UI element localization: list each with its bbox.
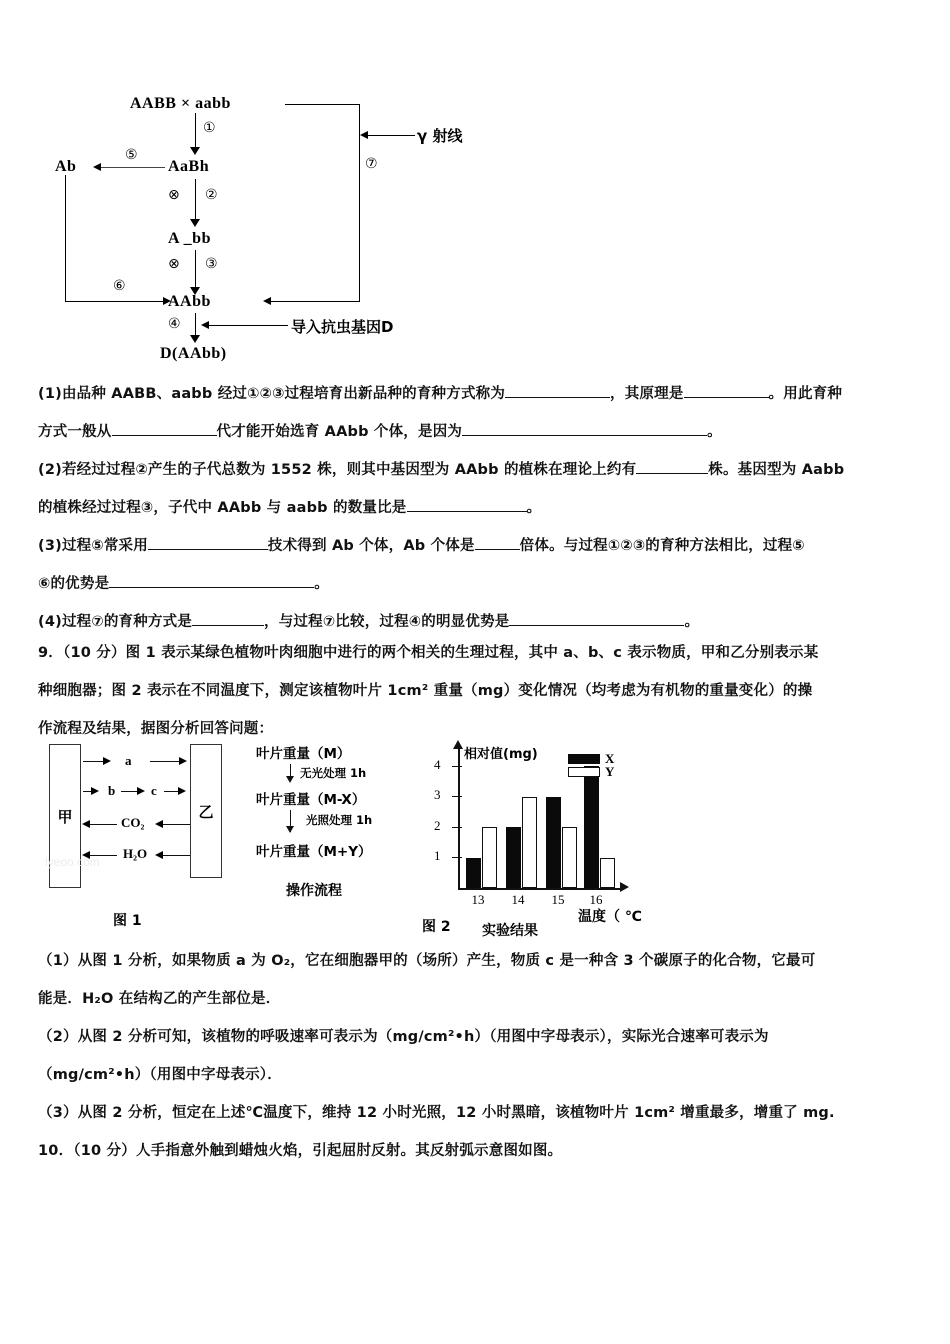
arrowhead-gamma-to-aabb (263, 297, 271, 305)
arrowhead-step5 (93, 163, 101, 171)
arrowhead-b-to-c (137, 787, 145, 795)
haploid-genotype: Ab (55, 158, 77, 175)
figure-2-caption: 图 2 (422, 919, 451, 935)
q9-sub2-line1: （2）从图 2 分析可知，该植物的呼吸速率可表示为（mg/cm²•h）（用图中字母表示），实际光合速率可表示为 (38, 1029, 769, 1045)
arrowhead-transgene (201, 321, 209, 329)
x-tick-label-13: 13 (471, 892, 485, 907)
arrow-co2-left-line (89, 824, 117, 825)
connector-parents-to-gamma (285, 104, 360, 105)
q8-p3-text-a: (2)若经过过程②产生的子代总数为 1552 株，则其中基因型为 AAbb 的植株在理论上约有 (38, 462, 637, 478)
q9-stem-line3: 作流程及结果，据图分析回答问题： (38, 721, 274, 737)
q8-part3-line2 (38, 565, 918, 603)
flow-note-1: 无光处理 1h (300, 766, 367, 780)
answer-blank[interactable] (112, 421, 217, 437)
arrowhead-co2-right (155, 820, 163, 828)
q8-p5-text-b: 技术得到 Ab 个体，Ab 个体是 (267, 538, 475, 554)
h2o-label: H₂O (123, 846, 148, 861)
arrow-a-in-line (83, 761, 105, 762)
f2-genotype: A _bb (168, 230, 211, 247)
step-3-marker: ③ (205, 256, 218, 272)
q8-p6-text-a: ⑥的优势是 (38, 576, 110, 592)
arrowhead-a-in (103, 757, 111, 765)
arrowhead-b-in (91, 787, 99, 795)
step-1-marker: ① (203, 120, 216, 136)
q8-p6-text-b: 。 (314, 576, 329, 592)
arrow-a-out-line (150, 761, 180, 762)
answer-blank[interactable] (475, 535, 520, 551)
q10-stem: 10．（10 分）人手指意外触到蜡烛火焰，引起屈肘反射。其反射弧示意图如图。 (38, 1143, 563, 1159)
answer-blank[interactable] (684, 383, 769, 399)
aabb-genotype: AAbb (168, 293, 211, 310)
flow-step-1: 叶片重量（M） (256, 746, 351, 762)
y-tick-label-2: 2 (434, 818, 441, 833)
flow-step-3: 叶片重量（M+Y） (256, 844, 372, 860)
substance-a-label: a (125, 753, 132, 768)
legend-swatch-y (568, 767, 600, 777)
selfing-symbol-1: ⊗ (168, 187, 180, 203)
y-tick-label-4: 4 (434, 757, 441, 772)
x-tick-label-14: 14 (511, 892, 525, 907)
y-tick-label-3: 3 (434, 787, 441, 802)
bar-x-16 (584, 766, 599, 888)
q9-sub1-line1: （1）从图 1 分析，如果物质 a 为 O₂，它在细胞器甲的（场所）产生，物质 c 是一种含 3 个碳原子的化合物，它最可 (38, 953, 816, 969)
q9-stem-line1: 9．（10 分）图 1 表示某绿色植物叶肉细胞中进行的两个相关的生理过程，其中 a、b、c 表示物质，甲和乙分别表示某 (38, 645, 819, 661)
q8-p4-text-b: 。 (526, 500, 542, 516)
q8-p7-text-b: ，与过程⑦比较，过程④的明显优势是 (264, 614, 510, 630)
operation-flowchart (248, 740, 423, 925)
q8-part1-line2 (38, 413, 918, 451)
q8-part2-line2 (38, 489, 918, 527)
transgene-label: 导入抗虫基因D (291, 318, 394, 336)
flow-note-2: 光照处理 1h (306, 813, 373, 827)
bar-y-13 (482, 827, 497, 888)
q8-part2-line1 (38, 451, 918, 489)
answer-blank[interactable] (509, 611, 684, 627)
x-tick-label-15: 15 (551, 892, 565, 907)
bar-y-16 (600, 858, 615, 888)
arrowhead-step4 (190, 335, 200, 343)
q8-p4-text-a: 的植株经过过程③，子代中 AAbb 与 aabb 的数量比是 (38, 500, 407, 516)
q9-sub2-line2: （mg/cm²•h）（用图中字母表示）． (38, 1067, 282, 1083)
y-axis-label: 相对值(mg) (464, 747, 538, 762)
arrow-step3-line (195, 250, 196, 292)
chart-title: 实验结果 (482, 923, 538, 939)
bar-y-15 (562, 827, 577, 888)
gamma-ray-label: γ 射线 (417, 127, 463, 145)
q8-p1-text-a: (1)由品种 AABB、aabb 经过①②③过程培育出新品种的育种方式称为 (38, 386, 506, 402)
figure-1-caption: 图 1 (113, 913, 142, 929)
connector-gamma-to-aabb (270, 301, 360, 302)
line-step5 (100, 167, 165, 168)
q8-part1-line1 (38, 375, 918, 413)
substance-b-label: b (108, 783, 116, 798)
line-step6-vertical (65, 175, 66, 301)
q9-stem-line2: 种细胞器；图 2 表示在不同温度下，测定该植物叶片 1cm² 重量（mg）变化情况（均考虑为有机物的重量变化）的操 (38, 683, 813, 699)
gamma-ray-line (367, 135, 415, 136)
q8-p2-text-b: 代才能开始选育 AAbb 个体，是因为 (216, 424, 463, 440)
substance-c-label: c (151, 783, 157, 798)
answer-blank[interactable] (505, 383, 610, 399)
flow-arrowhead-2 (286, 826, 294, 833)
step-7-marker: ⑦ (365, 156, 378, 172)
f1-genotype: AaBh (168, 158, 210, 175)
q8-p1-text-c: 。用此育种 (768, 386, 843, 402)
q8-p2-text-a: 方式一般从 (38, 424, 112, 440)
bar-x-14 (506, 827, 521, 888)
arrowhead-step2 (190, 219, 200, 227)
organelle-yi-label: 乙 (198, 802, 214, 821)
legend-label-y: Y (605, 763, 615, 779)
q8-p3-text-b: 株。基因型为 Aabb (708, 462, 845, 478)
arrowhead-c-out (178, 787, 186, 795)
x-axis (458, 888, 623, 890)
final-genotype: D(AAbb) (160, 345, 227, 362)
q8-p2-text-c: 。 (707, 424, 722, 440)
q8-p1-text-b: ，其原理是 (610, 386, 684, 402)
watermark-text: lyeoo.com (45, 855, 100, 869)
bar-x-13 (466, 858, 481, 888)
arrowhead-a-out (179, 757, 187, 765)
legend-label-x: X (605, 750, 615, 766)
flow-arrowhead-1 (286, 776, 294, 783)
answer-blank[interactable] (109, 573, 314, 589)
answer-blank[interactable] (407, 497, 527, 513)
arrow-step1-line (195, 113, 196, 151)
arrow-step2-line (195, 179, 196, 223)
q9-sub3-line1: （3）从图 2 分析，恒定在上述℃温度下，维持 12 小时光照，12 小时黑暗，该植物叶片 1cm² 增重最多，增重了 mg. (38, 1105, 835, 1121)
answer-blank[interactable] (148, 535, 268, 551)
q8-part3-line1 (38, 527, 918, 565)
figure-1-organelle-diagram (45, 740, 235, 929)
step-2-marker: ② (205, 187, 218, 203)
line-step6-horizontal (65, 301, 165, 302)
y-tick-label-1: 1 (434, 848, 441, 863)
bar-y-14 (522, 797, 537, 888)
arrow-h2o-right-line (162, 855, 190, 856)
co2-label: CO₂ (121, 815, 145, 830)
bar-x-15 (546, 797, 561, 888)
arrow-co2-right-line (162, 824, 190, 825)
organelle-jia-label: 甲 (57, 807, 73, 826)
answer-blank[interactable] (636, 459, 708, 475)
q8-p5-text-a: (3)过程⑤常采用 (38, 538, 148, 554)
answer-blank[interactable] (462, 421, 707, 437)
q9-sub1-line2: 能是．H₂O 在结构乙的产生部位是． (38, 991, 281, 1007)
q8-p7-text-a: (4)过程⑦的育种方式是 (38, 614, 193, 630)
parent-genotypes: AABB × aabb (130, 95, 231, 112)
arrowhead-h2o-right (155, 851, 163, 859)
answer-blank[interactable] (192, 611, 264, 627)
q8-p5-text-c: 倍体。与过程①②③的育种方法相比，过程⑤ (519, 538, 805, 554)
q8-p7-text-c: 。 (684, 614, 700, 630)
figure-2-bar-chart (422, 740, 680, 939)
x-tick-label-16: 16 (589, 892, 603, 907)
arrowhead-gamma-ray (360, 131, 368, 139)
arrowhead-co2-left (82, 820, 90, 828)
legend-swatch-x (568, 754, 600, 764)
organelle-box-yi (190, 744, 222, 878)
selfing-symbol-2: ⊗ (168, 256, 180, 272)
transgene-line (208, 325, 288, 326)
arrowhead-step1 (190, 147, 200, 155)
x-axis-label: 温度（ ℃ (578, 909, 642, 925)
breeding-diagram (55, 95, 475, 370)
chart-legend (568, 752, 614, 778)
step-4-marker: ④ (168, 316, 181, 332)
flowchart-caption: 操作流程 (286, 883, 342, 899)
flow-step-2: 叶片重量（M-X） (256, 792, 366, 808)
legend-entry-y (568, 765, 614, 778)
step-5-marker: ⑤ (125, 147, 138, 163)
step-6-marker: ⑥ (113, 278, 126, 294)
